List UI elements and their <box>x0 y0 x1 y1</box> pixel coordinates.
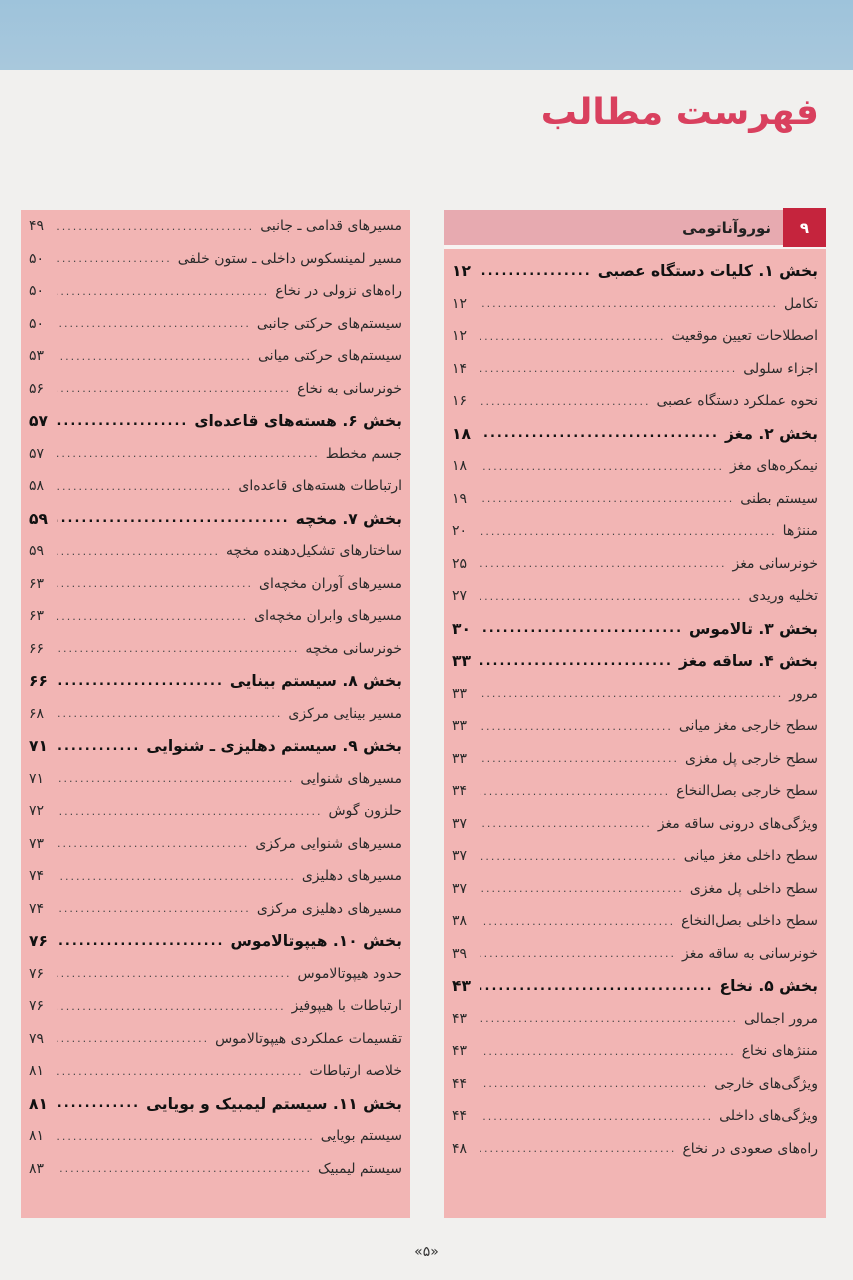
toc-section-heading <box>452 645 818 678</box>
toc-entry-label: نیمکره‌های مغز <box>729 458 818 475</box>
toc-entry-label: مرور اجمالی <box>743 1010 818 1027</box>
toc-entry-label: حلزون گوش <box>328 803 402 820</box>
toc-entry-label: تقسیمات عملکردی هیپوتالاموس <box>215 1030 402 1047</box>
toc-entry-page: ۵۳ <box>29 348 45 365</box>
toc-entry-page: ۵۹ <box>29 509 48 528</box>
dot-leader <box>57 772 294 785</box>
dot-leader <box>57 1162 312 1175</box>
toc-entry-page: ۳۳ <box>452 652 471 671</box>
dot-leader <box>480 395 650 408</box>
toc-entry <box>452 1003 818 1036</box>
toc-entry-page: ۷۴ <box>29 900 45 917</box>
dot-leader <box>57 934 224 949</box>
toc-entry-label: سیستم‌های حرکتی جانبی <box>256 315 402 332</box>
dot-leader <box>480 264 592 279</box>
dot-leader <box>57 870 296 883</box>
toc-entry-page: ۱۴ <box>452 360 468 377</box>
dot-leader <box>57 837 249 850</box>
toc-entry-label: سیستم‌های حرکتی میانی <box>258 348 402 365</box>
toc-section-heading <box>29 730 402 763</box>
toc-entry-label: بخش ۵. نخاع <box>719 977 818 996</box>
toc-column-right <box>444 210 826 1218</box>
dot-leader <box>480 621 683 636</box>
toc-entry-page: ۴۳ <box>452 1043 468 1060</box>
toc-entry <box>29 340 402 373</box>
toc-entry-label: مسیرهای وابران مخچه‌ای <box>254 608 402 625</box>
toc-entry-page: ۲۵ <box>452 555 468 572</box>
toc-entry <box>29 243 402 276</box>
toc-entry-label: خونرسانی به ساقه مغز <box>682 945 818 962</box>
toc-entry-label: مننژهای نخاع <box>741 1043 818 1060</box>
toc-entry-label: مسیرهای دهلیزی <box>301 868 402 885</box>
toc-entry-label: مسیرهای قدامی ـ جانبی <box>260 218 402 235</box>
toc-column-left <box>21 210 410 1218</box>
toc-entry-label: سطح داخلی بصل‌النخاع <box>681 913 818 930</box>
toc-entry <box>452 1035 818 1068</box>
dot-leader <box>480 752 679 765</box>
toc-entry-page: ۱۲ <box>452 328 468 345</box>
toc-entry <box>452 483 818 516</box>
toc-entry-page: ۱۹ <box>452 490 468 507</box>
toc-entry-page: ۷۹ <box>29 1030 45 1047</box>
toc-entry-page: ۳۳ <box>452 718 468 735</box>
toc-entry-page: ۱۶ <box>452 393 468 410</box>
toc-entry-label: ارتباطات هسته‌های قاعده‌ای <box>238 478 402 495</box>
dot-leader <box>57 511 290 526</box>
toc-entry-page: ۵۹ <box>29 543 45 560</box>
dot-leader <box>480 687 783 700</box>
toc-entry-label: اصطلاحات تعیین موقعیت <box>671 328 818 345</box>
toc-entry <box>29 568 402 601</box>
toc-entry-page: ۲۷ <box>452 588 468 605</box>
toc-entry-page: ۱۲ <box>452 262 471 281</box>
toc-entry-label: ویژگی‌های درونی ساقه مغز <box>657 815 818 832</box>
toc-entry-page: ۵۶ <box>29 380 45 397</box>
dot-leader <box>57 414 188 429</box>
dot-leader <box>480 979 714 994</box>
dot-leader <box>57 1000 286 1013</box>
dot-leader <box>480 426 719 441</box>
part-header <box>444 210 826 249</box>
toc-entry <box>452 808 818 841</box>
toc-entry-label: سیستم لیمبیک <box>318 1160 402 1177</box>
toc-entry <box>29 828 402 861</box>
toc-entry <box>29 600 402 633</box>
toc-entry-page: ۴۴ <box>452 1108 468 1125</box>
toc-entry-page: ۳۳ <box>452 685 468 702</box>
toc-entry <box>29 795 402 828</box>
dot-leader <box>57 707 282 720</box>
toc-entry <box>29 438 402 471</box>
toc-entry-page: ۸۱ <box>29 1094 48 1113</box>
toc-entry-label: مسیر بینایی مرکزی <box>288 705 402 722</box>
dot-leader <box>57 674 224 689</box>
dot-leader <box>480 1045 736 1058</box>
toc-entry <box>452 743 818 776</box>
toc-entry-page: ۷۶ <box>29 932 48 951</box>
toc-entry-label: سیستم بویایی <box>320 1128 402 1145</box>
toc-entry <box>29 860 402 893</box>
toc-entry-page: ۴۸ <box>452 1140 468 1157</box>
page-title: فهرست مطالب <box>540 92 819 133</box>
dot-leader <box>480 850 678 863</box>
toc-entry-page: ۶۸ <box>29 705 45 722</box>
dot-leader <box>57 642 299 655</box>
dot-leader <box>57 480 232 493</box>
dot-leader <box>480 720 673 733</box>
toc-entry <box>452 1068 818 1101</box>
toc-entry-label: مرور <box>789 685 818 702</box>
toc-entry-label: سطح خارجی بصل‌النخاع <box>676 783 818 800</box>
toc-entry <box>452 353 818 386</box>
dot-leader <box>57 739 140 754</box>
toc-entry-label: مسیرهای شنوایی مرکزی <box>255 835 402 852</box>
dot-leader <box>57 545 220 558</box>
toc-entry-label: بخش ۱۰. هیپوتالاموس <box>230 932 402 951</box>
toc-entry-label: مسیر لمینسکوس داخلی ـ ستون خلفی <box>177 250 402 267</box>
dot-leader <box>57 610 248 623</box>
dot-leader <box>480 525 777 538</box>
toc-entry <box>29 958 402 991</box>
toc-section-heading <box>452 255 818 288</box>
toc-entry-label: بخش ۶. هسته‌های قاعده‌ای <box>194 412 402 431</box>
dot-leader <box>480 1142 676 1155</box>
toc-entry-label: راه‌های صعودی در نخاع <box>682 1140 818 1157</box>
toc-entry <box>452 905 818 938</box>
toc-list-right <box>444 249 826 1165</box>
toc-entry-label: تکامل <box>784 295 818 312</box>
toc-entry-label: بخش ۹. سیستم دهلیزی ـ شنوایی <box>146 737 402 756</box>
toc-entry-label: مسیرهای آوران مخچه‌ای <box>259 575 402 592</box>
dot-leader <box>480 297 778 310</box>
toc-entry-label: خونرسانی مخچه <box>305 640 402 657</box>
toc-entry-page: ۳۰ <box>452 619 471 638</box>
toc-entry-page: ۵۸ <box>29 478 45 495</box>
toc-entry-page: ۳۷ <box>452 848 468 865</box>
toc-entry-label: مننژها <box>782 523 818 540</box>
toc-entry-page: ۳۷ <box>452 880 468 897</box>
toc-entry-page: ۵۰ <box>29 250 45 267</box>
toc-entry-page: ۲۰ <box>452 523 468 540</box>
toc-entry <box>29 308 402 341</box>
toc-entry-label: بخش ۸. سیستم بینایی <box>229 672 402 691</box>
toc-entry-label: نحوه عملکرد دستگاه عصبی <box>656 393 818 410</box>
toc-entry-page: ۷۲ <box>29 803 45 820</box>
toc-entry <box>452 385 818 418</box>
toc-entry-page: ۳۸ <box>452 913 468 930</box>
toc-entry-page: ۸۱ <box>29 1128 45 1145</box>
toc-entry-label: مسیرهای دهلیزی مرکزی <box>256 900 402 917</box>
toc-entry <box>29 698 402 731</box>
toc-entry-label: سطح داخلی مغز میانی <box>683 848 818 865</box>
toc-entry-page: ۵۷ <box>29 412 48 431</box>
dot-leader <box>57 1032 209 1045</box>
toc-entry-page: ۳۷ <box>452 815 468 832</box>
toc-entry <box>29 1153 402 1186</box>
toc-entry <box>29 893 402 926</box>
dot-leader <box>480 1110 713 1123</box>
dot-leader <box>480 460 724 473</box>
toc-entry-page: ۷۱ <box>29 737 48 756</box>
dot-leader <box>480 492 734 505</box>
toc-entry-label: بخش ۴. ساقه مغز <box>678 652 818 671</box>
dot-leader <box>480 590 743 603</box>
dot-leader <box>480 882 684 895</box>
toc-entry-label: راه‌های نزولی در نخاع <box>275 283 402 300</box>
toc-entry <box>29 1023 402 1056</box>
part-title: نوروآناتومی <box>682 218 771 237</box>
toc-entry-page: ۶۳ <box>29 575 45 592</box>
toc-entry-page: ۱۸ <box>452 458 468 475</box>
toc-entry <box>29 535 402 568</box>
toc-list-left <box>21 210 410 1185</box>
toc-entry-page: ۱۸ <box>452 424 471 443</box>
toc-section-heading <box>452 418 818 451</box>
toc-entry-page: ۷۶ <box>29 998 45 1015</box>
toc-entry-page: ۴۴ <box>452 1075 468 1092</box>
toc-entry <box>452 678 818 711</box>
toc-entry-page: ۶۳ <box>29 608 45 625</box>
toc-entry-page: ۷۳ <box>29 835 45 852</box>
toc-section-heading <box>452 970 818 1003</box>
toc-section-heading <box>29 503 402 536</box>
toc-entry <box>452 1133 818 1166</box>
toc-entry-page: ۳۹ <box>452 945 468 962</box>
toc-entry-label: ساختارهای تشکیل‌دهنده مخچه <box>226 543 402 560</box>
dot-leader <box>480 1012 738 1025</box>
dot-leader <box>57 967 292 980</box>
toc-entry-label: سیستم بطنی <box>740 490 818 507</box>
toc-entry <box>29 275 402 308</box>
dot-leader <box>480 817 652 830</box>
dot-leader <box>57 285 269 298</box>
toc-entry-page: ۵۷ <box>29 445 45 462</box>
dot-leader <box>57 350 252 363</box>
toc-entry-label: سطح داخلی پل مغزی <box>689 880 818 897</box>
toc-entry <box>29 990 402 1023</box>
dot-leader <box>480 1077 708 1090</box>
toc-entry-label: مسیرهای شنوایی <box>300 770 402 787</box>
toc-entry-page: ۶۶ <box>29 672 48 691</box>
toc-entry <box>452 873 818 906</box>
toc-entry-label: بخش ۱۱. سیستم لیمبیک و بویایی <box>146 1094 402 1113</box>
toc-entry-page: ۵۰ <box>29 315 45 332</box>
toc-entry <box>452 288 818 321</box>
toc-entry <box>29 210 402 243</box>
toc-entry <box>29 373 402 406</box>
toc-entry <box>452 710 818 743</box>
toc-entry-label: بخش ۱. کلیات دستگاه عصبی <box>597 262 818 281</box>
toc-entry-label: ویژگی‌های داخلی <box>719 1108 818 1125</box>
part-number-badge: ۹ <box>783 208 826 247</box>
toc-entry-label: حدود هیپوتالاموس <box>297 965 402 982</box>
toc-entry-page: ۴۹ <box>29 218 45 235</box>
toc-entry-page: ۵۰ <box>29 283 45 300</box>
toc-entry <box>452 938 818 971</box>
toc-entry <box>452 775 818 808</box>
toc-entry-label: خلاصه ارتباطات <box>309 1063 402 1080</box>
dot-leader <box>480 330 665 343</box>
dot-leader <box>480 947 676 960</box>
toc-entry <box>452 515 818 548</box>
toc-entry-label: ویژگی‌های خارجی <box>714 1075 818 1092</box>
toc-entry-page: ۶۶ <box>29 640 45 657</box>
dot-leader <box>480 785 670 798</box>
toc-section-heading <box>29 1088 402 1121</box>
toc-entry-page: ۳۳ <box>452 750 468 767</box>
toc-entry-page: ۷۶ <box>29 965 45 982</box>
toc-section-heading <box>29 405 402 438</box>
toc-section-heading <box>452 613 818 646</box>
toc-section-heading <box>29 925 402 958</box>
dot-leader <box>57 252 172 265</box>
toc-entry-page: ۳۴ <box>452 783 468 800</box>
dot-leader <box>480 557 727 570</box>
toc-entry-label: سطح خارجی پل مغزی <box>684 750 818 767</box>
toc-entry-label: خونرسانی مغز <box>732 555 818 572</box>
toc-entry <box>29 633 402 666</box>
toc-entry-label: خونرسانی به نخاع <box>297 380 402 397</box>
dot-leader <box>57 317 251 330</box>
toc-entry <box>452 450 818 483</box>
toc-entry-label: تخلیه وریدی <box>748 588 818 605</box>
dot-leader <box>57 902 251 915</box>
toc-entry <box>29 1120 402 1153</box>
toc-entry-page: ۷۴ <box>29 868 45 885</box>
toc-entry <box>452 1100 818 1133</box>
toc-entry-label: اجزاء سلولی <box>743 360 818 377</box>
toc-entry-page: ۱۲ <box>452 295 468 312</box>
toc-entry <box>29 470 402 503</box>
toc-entry-page: ۸۱ <box>29 1063 45 1080</box>
toc-entry <box>452 320 818 353</box>
dot-leader <box>57 220 254 233</box>
dot-leader <box>57 1065 304 1078</box>
background-top-band <box>0 0 853 74</box>
toc-section-heading <box>29 665 402 698</box>
toc-entry-label: سطح خارجی مغز میانی <box>678 718 818 735</box>
toc-entry <box>29 763 402 796</box>
toc-entry-label: بخش ۷. مخچه <box>295 509 402 528</box>
toc-entry-label: بخش ۲. مغز <box>724 424 818 443</box>
dot-leader <box>57 447 320 460</box>
toc-entry-page: ۷۱ <box>29 770 45 787</box>
toc-entry <box>452 580 818 613</box>
toc-entry-label: جسم مخطط <box>325 445 402 462</box>
toc-entry-label: بخش ۳. تالاموس <box>689 619 818 638</box>
toc-entry <box>452 840 818 873</box>
toc-entry-page: ۸۳ <box>29 1160 45 1177</box>
dot-leader <box>57 805 323 818</box>
dot-leader <box>57 382 291 395</box>
dot-leader <box>57 577 253 590</box>
dot-leader <box>57 1096 140 1111</box>
dot-leader <box>480 654 673 669</box>
toc-entry-label: ارتباطات با هیپوفیز <box>291 998 402 1015</box>
toc-entry <box>29 1055 402 1088</box>
dot-leader <box>480 915 675 928</box>
dot-leader <box>57 1130 315 1143</box>
dot-leader <box>480 362 737 375</box>
toc-entry <box>452 548 818 581</box>
page-number: «۵» <box>414 1244 439 1260</box>
toc-entry-page: ۴۳ <box>452 1010 468 1027</box>
toc-entry-page: ۴۳ <box>452 977 471 996</box>
